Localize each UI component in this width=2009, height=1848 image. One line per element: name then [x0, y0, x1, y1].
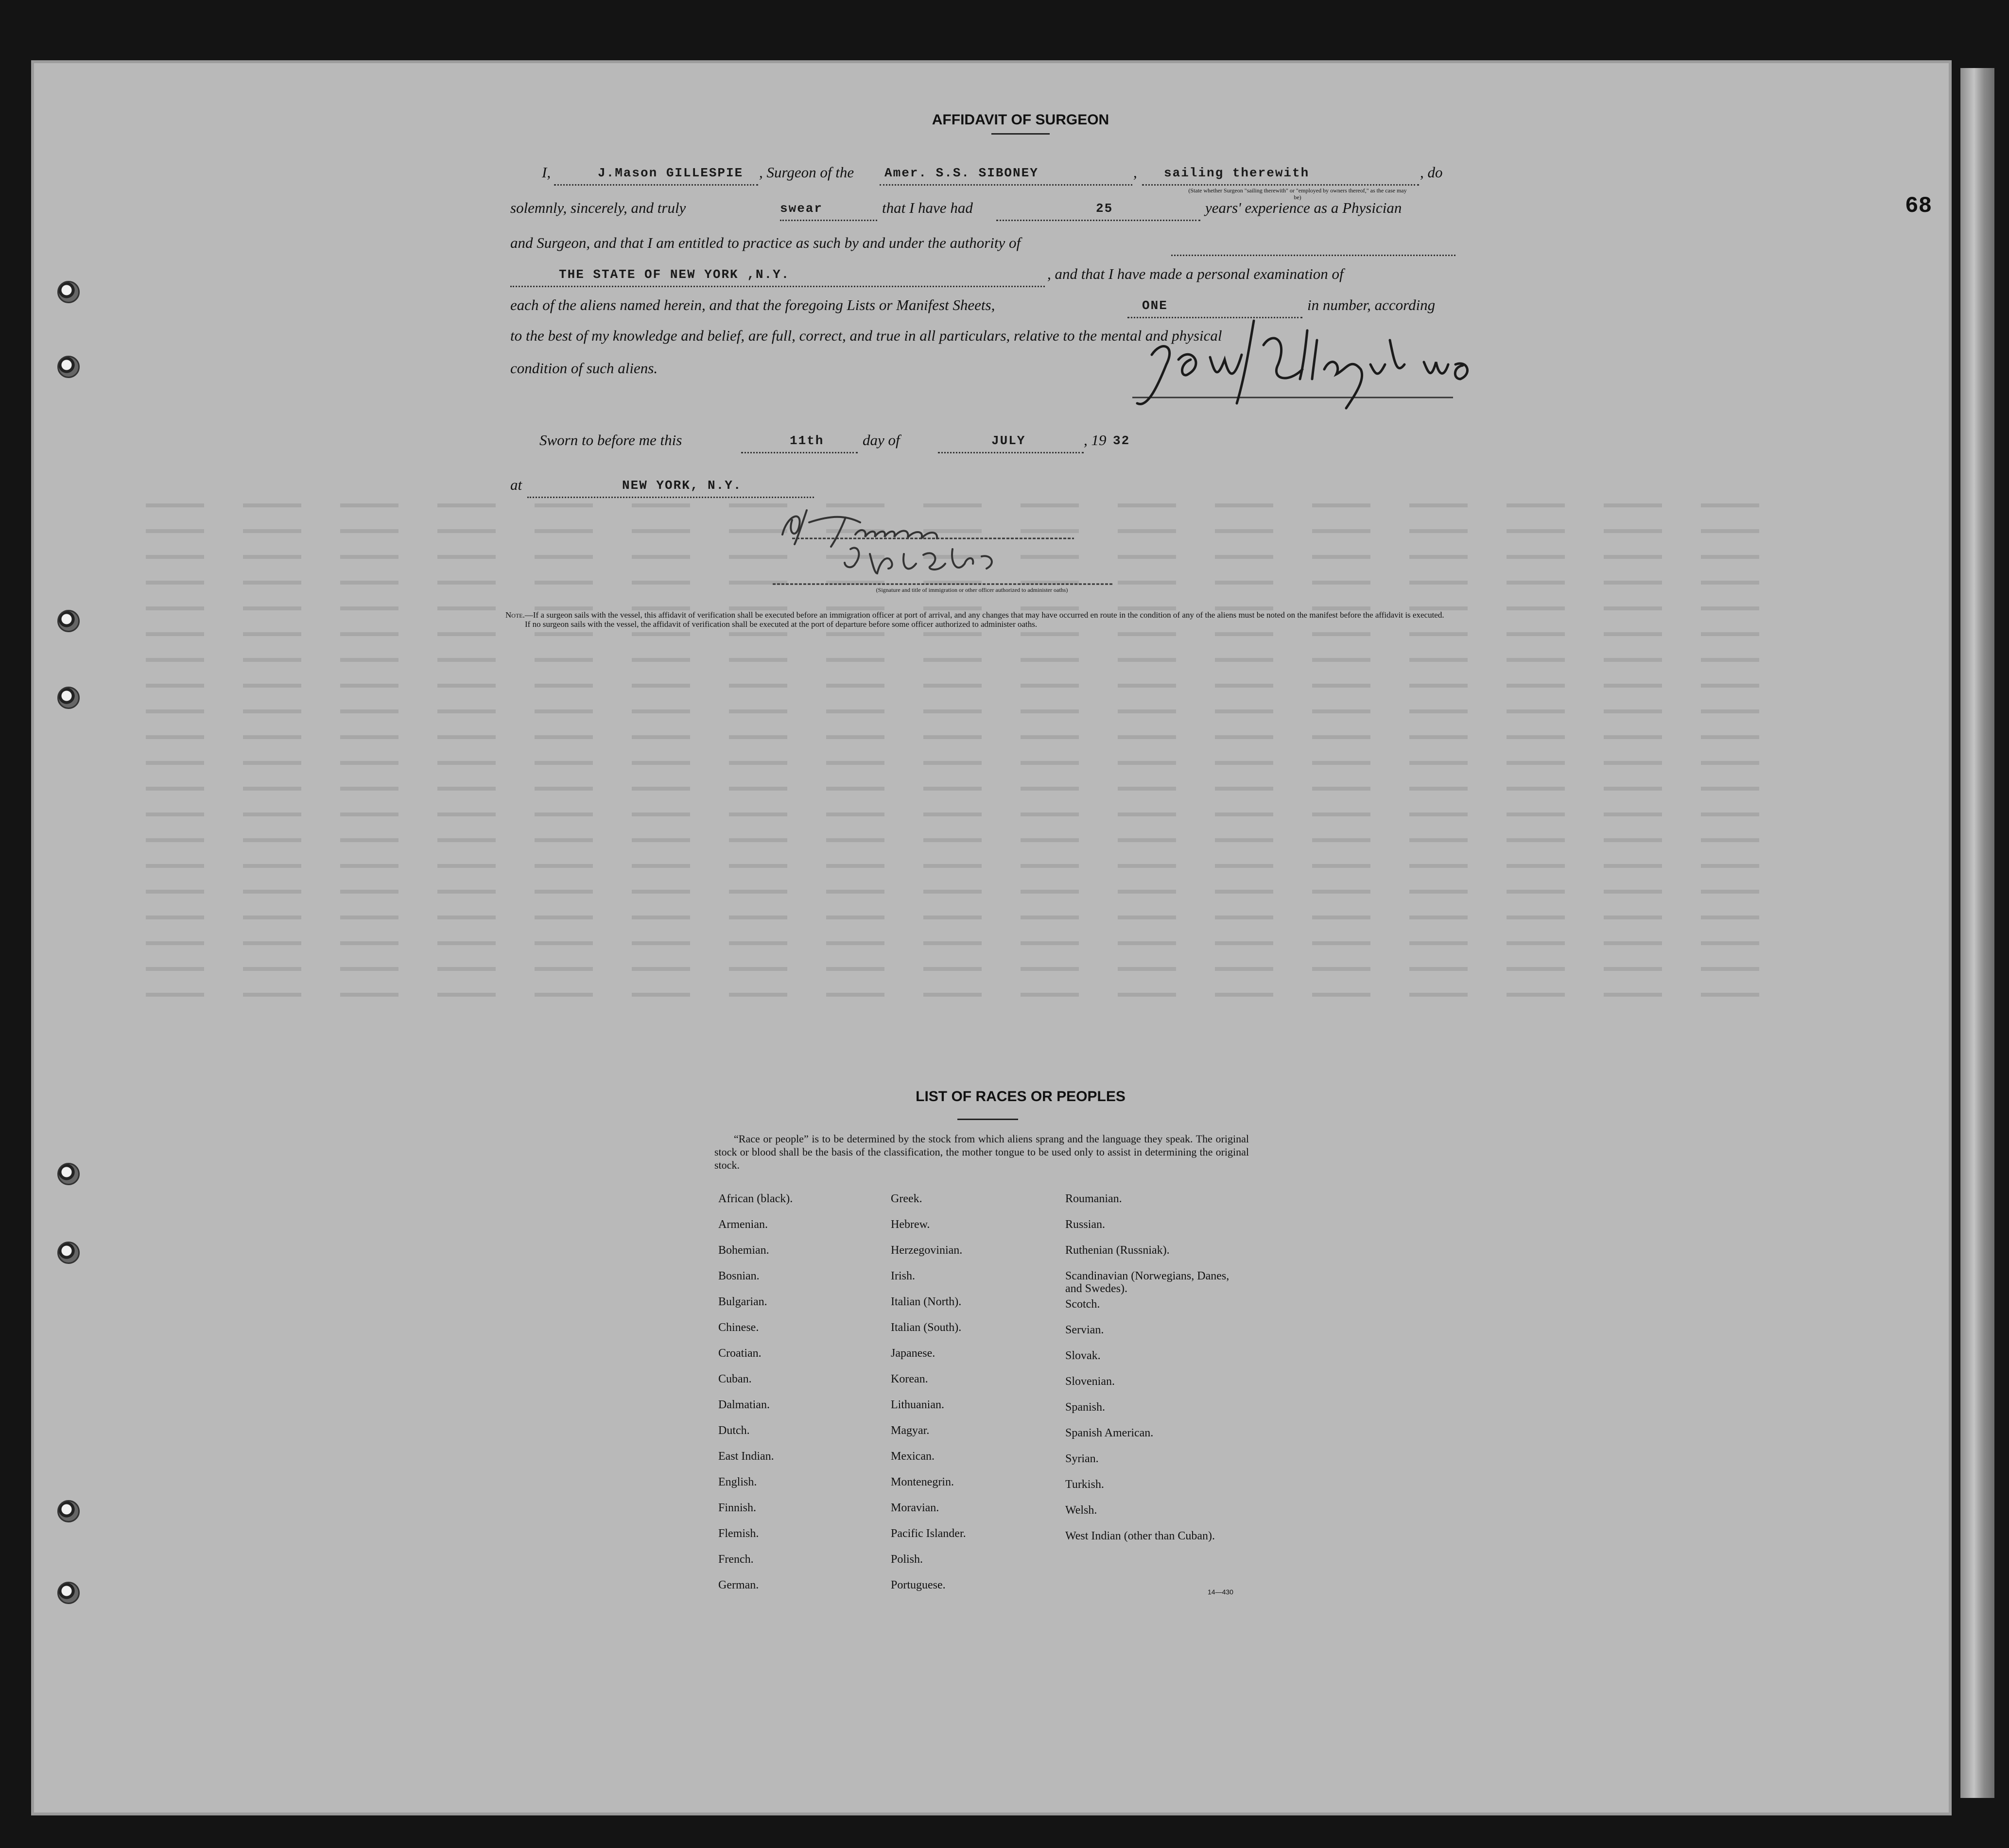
place: NEW YORK, N.Y.	[622, 478, 742, 493]
race-item: Dalmatian.	[718, 1399, 770, 1411]
line7-text: condition of such aliens.	[510, 360, 658, 377]
race-item: Greek.	[891, 1192, 922, 1205]
race-item: Cuban.	[718, 1373, 752, 1385]
line1-mid: , Surgeon of the	[759, 164, 854, 181]
race-item: Bulgarian.	[718, 1295, 767, 1308]
race-item: Spanish.	[1065, 1401, 1106, 1414]
sworn-prefix: Sworn to before me this	[539, 432, 682, 449]
note-text: —If a surgeon sails with the vessel, this affidavit of verification shall be executed before an immigration officer at port of arrival, and any changes that may have occurred en route in the condition of any of the aliens must be noted on the manifest before the affidavit is executed.	[524, 610, 1444, 620]
vessel-name: Amer. S.S. SIBONEY	[884, 166, 1039, 180]
line1-comma: ,	[1133, 164, 1137, 181]
race-item: Mexican.	[891, 1450, 935, 1463]
race-item: Dutch.	[718, 1424, 750, 1437]
line2-suffix: years' experience as a Physician	[1205, 199, 1402, 216]
race-item: Scotch.	[1065, 1298, 1100, 1311]
race-item: Montenegrin.	[891, 1476, 954, 1488]
surgeon-signature	[1132, 311, 1482, 432]
race-item: Portuguese.	[891, 1579, 946, 1591]
surgeon-name: J.Mason GILLESPIE	[598, 166, 744, 180]
line4-suffix: , and that I have made a personal examination of	[1047, 265, 1344, 282]
race-item: Pacific Islander.	[891, 1527, 966, 1540]
title-underline	[991, 133, 1050, 135]
race-item: Herzegovinian.	[891, 1244, 963, 1257]
races-column-3	[1065, 1192, 1245, 1555]
binder-hole	[57, 687, 80, 709]
binder-hole	[57, 356, 80, 378]
race-item: Spanish American.	[1065, 1427, 1154, 1439]
race-item: English.	[718, 1476, 757, 1488]
race-item: Turkish.	[1065, 1478, 1104, 1491]
line5-suffix: in number, according	[1307, 296, 1436, 313]
form-code: 14—430	[1208, 1588, 1233, 1596]
race-item: West Indian (other than Cuban).	[1065, 1530, 1215, 1542]
years-experience: 25	[1096, 201, 1113, 216]
race-item: Welsh.	[1065, 1504, 1097, 1517]
race-item: Slovenian.	[1065, 1375, 1115, 1388]
line2-prefix: solemnly, sincerely, and truly	[510, 199, 686, 216]
race-item: Polish.	[891, 1553, 923, 1566]
race-item: Bohemian.	[718, 1244, 769, 1257]
sworn-line	[510, 432, 1455, 461]
race-item: Korean.	[891, 1373, 928, 1385]
race-item: Lithuanian.	[891, 1399, 944, 1411]
officer-caption: (Signature and title of immigration or other officer authorized to administer oaths)	[876, 587, 1068, 593]
race-item: Magyar.	[891, 1424, 930, 1437]
line5-prefix: each of the aliens named herein, and that the foregoing Lists or Manifest Sheets,	[510, 296, 995, 313]
races-column-1	[718, 1192, 893, 1605]
binder-hole	[57, 1582, 80, 1604]
races-column-2	[891, 1192, 1066, 1605]
affidavit-note	[505, 610, 1458, 629]
races-title: LIST OF RACES OR PEOPLES	[916, 1088, 1126, 1105]
oath-word: swear	[780, 201, 823, 216]
line3-text: and Surgeon, and that I am entitled to practice as such by and under the authority of	[510, 234, 1021, 251]
authority: THE STATE OF NEW YORK ,N.Y.	[559, 267, 790, 282]
sworn-mid: day of	[863, 432, 900, 449]
race-item: Croatian.	[718, 1347, 762, 1360]
race-item: East Indian.	[718, 1450, 774, 1463]
note-text-2: If no surgeon sails with the vessel, the affidavit of verification shall be executed at the port of departure before some officer authorized to administer oaths.	[525, 620, 1038, 629]
sworn-day: 11th	[790, 433, 824, 448]
affidavit-line-3	[510, 234, 1455, 263]
line6-text: to the best of my knowledge and belief, are full, correct, and true in all particulars, relative to the mental and physical	[510, 327, 1222, 344]
sheet-count: ONE	[1142, 298, 1168, 313]
binder-hole	[57, 281, 80, 303]
affidavit-line-4	[510, 265, 1455, 294]
line1-suffix: , do	[1420, 164, 1443, 181]
surgeon-capacity: sailing therewith	[1164, 166, 1310, 180]
races-intro: “Race or people” is to be determined by the stock from which aliens sprang and the language they speak. The original stock or blood shall be the basis of the classification, the mother tongue to be used only to assist in determining the original stock.	[714, 1133, 1249, 1171]
race-item: Bosnian.	[718, 1270, 760, 1282]
binder-hole	[57, 610, 80, 632]
race-item: Chinese.	[718, 1321, 759, 1334]
race-item: Irish.	[891, 1270, 915, 1282]
capacity-note: (State whether Surgeon "sailing therewith" or "employed by owners thereof," as the case may be)	[1188, 187, 1407, 201]
note-label: Note.	[505, 610, 525, 620]
sworn-year: 32	[1113, 433, 1130, 448]
race-item: Roumanian.	[1065, 1192, 1122, 1205]
race-item: French.	[718, 1553, 754, 1566]
race-item: Flemish.	[718, 1527, 759, 1540]
officer-signature	[773, 501, 1123, 598]
race-item: Japanese.	[891, 1347, 935, 1360]
race-item: Ruthenian (Russniak).	[1065, 1244, 1170, 1257]
sworn-month: JULY	[991, 433, 1026, 448]
race-item: Slovak.	[1065, 1349, 1101, 1362]
binder-hole	[57, 1163, 80, 1185]
races-title-underline	[957, 1119, 1018, 1120]
authority-field-end	[1171, 234, 1455, 256]
line2-mid: that I have had	[882, 199, 973, 216]
races-section	[714, 1132, 1249, 1591]
binder-hole	[57, 1500, 80, 1522]
race-item: Italian (South).	[891, 1321, 962, 1334]
race-item: Syrian.	[1065, 1452, 1099, 1465]
race-item: Moravian.	[891, 1502, 939, 1514]
place-prefix: at	[510, 476, 522, 493]
affidavit-line-2	[510, 199, 1455, 228]
race-item: Hebrew.	[891, 1218, 930, 1231]
race-item: Scandinavian (Norwegians, Danes, and Swedes).	[1065, 1270, 1230, 1295]
race-item: German.	[718, 1579, 759, 1591]
affidavit-title: AFFIDAVIT OF SURGEON	[932, 112, 1109, 128]
page-number: 68	[1905, 193, 1932, 219]
race-item: Russian.	[1065, 1218, 1106, 1231]
binder-hole	[57, 1242, 80, 1264]
page-edge-stack	[1960, 68, 1994, 1798]
race-item: Finnish.	[718, 1502, 757, 1514]
line1-prefix: I,	[542, 164, 551, 181]
race-item: African (black).	[718, 1192, 793, 1205]
race-item: Italian (North).	[891, 1295, 962, 1308]
sworn-year-prefix: , 19	[1084, 432, 1107, 449]
race-item: Armenian.	[718, 1218, 768, 1231]
race-item: Servian.	[1065, 1324, 1104, 1336]
